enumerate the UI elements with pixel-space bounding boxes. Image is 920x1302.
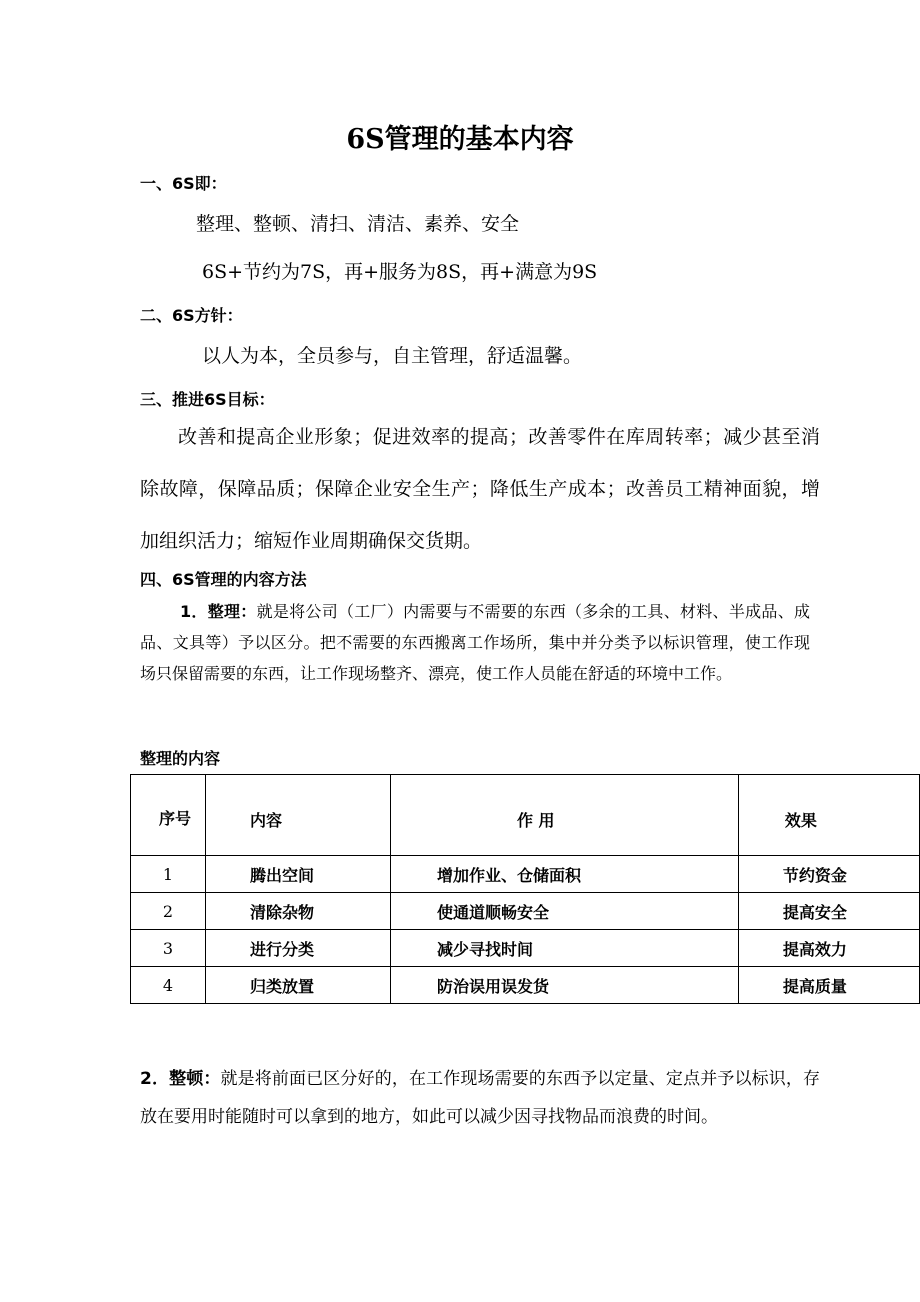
cell-function: 减少寻找时间 xyxy=(390,930,738,967)
cell-function: 增加作业、仓储面积 xyxy=(390,856,738,893)
section1-line1: 整理、整顿、清扫、清洁、素养、安全 xyxy=(196,213,520,235)
section2-heading: 二、6S方针： xyxy=(140,306,243,325)
cell-effect: 提高安全 xyxy=(738,893,919,930)
cell-effect: 提高质量 xyxy=(738,967,919,1004)
cell-index: 4 xyxy=(131,967,206,1004)
table-row xyxy=(131,967,920,1004)
cell-index: 1 xyxy=(131,856,206,893)
cell-content: 归类放置 xyxy=(206,967,391,1004)
section4-heading: 四、6S管理的内容方法 xyxy=(140,570,307,589)
cell-function: 使通道顺畅安全 xyxy=(390,893,738,930)
cell-content: 清除杂物 xyxy=(206,893,391,930)
cell-index: 2 xyxy=(131,893,206,930)
item1-paragraph xyxy=(140,596,810,689)
table-row xyxy=(131,856,920,893)
cell-content: 进行分类 xyxy=(206,930,391,967)
cell-effect: 提高效力 xyxy=(738,930,919,967)
sorting-content-table xyxy=(130,774,920,1004)
table-header-row xyxy=(131,775,920,856)
section2-line1: 以人为本，全员参与，自主管理，舒适温馨。 xyxy=(202,345,583,367)
item2-text: 就是将前面已区分好的，在工作现场需要的东西予以定量、定点并予以标识，存放在要用时能随时可以拿到的地方，如此可以减少因寻找物品而浪费的时间。 xyxy=(140,1069,820,1127)
item1-text: 就是将公司（工厂）内需要与不需要的东西（多余的工具、材料、半成品、成品、文具等）予以区分。把不需要的东西搬离工作场所，集中并分类予以标识管理，使工作现场只保留需要的东西，让工作现场整齐、漂亮，使工作人员能在舒适的环境中工作。 xyxy=(140,602,810,683)
section3-paragraph: 改善和提高企业形象；促进效率的提高；改善零件在库周转率；减少甚至消除故障，保障品质；保障企业安全生产；降低生产成本；改善员工精神面貌，增加组织活力；缩短作业周期确保交货期。 xyxy=(140,426,820,552)
cell-effect: 节约资金 xyxy=(738,856,919,893)
section1-heading: 一、6S即： xyxy=(140,174,227,193)
section1-line2: 6S+节约为7S，再+服务为8S，再+满意为9S xyxy=(202,261,598,283)
table-row xyxy=(131,930,920,967)
page-title: 6S管理的基本内容 xyxy=(346,124,574,155)
item2-label: 2．整顿： xyxy=(140,1069,221,1089)
cell-function: 防治误用误发货 xyxy=(390,967,738,1004)
cell-index: 3 xyxy=(131,930,206,967)
table-caption: 整理的内容 xyxy=(140,749,221,768)
cell-content: 腾出空间 xyxy=(206,856,391,893)
item1-label: 1．整理： xyxy=(180,602,257,621)
table-row xyxy=(131,893,920,930)
header-effect: 效果 xyxy=(738,775,919,856)
item2-paragraph xyxy=(140,1060,820,1136)
header-content: 内容 xyxy=(206,775,391,856)
header-function: 作 用 xyxy=(390,775,738,856)
section3-heading: 三、推进6S目标： xyxy=(140,390,275,409)
header-index: 序号 xyxy=(131,775,206,856)
